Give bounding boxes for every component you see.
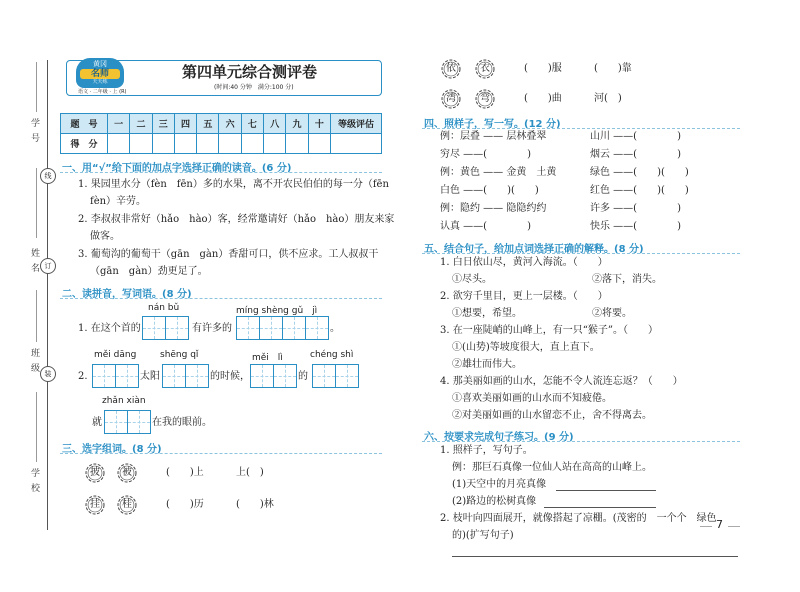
- s4-item: 许多 ——( ): [590, 203, 681, 214]
- s6-line: 1. 照样子，写句子。: [440, 445, 533, 456]
- flower-char: 衣: [480, 63, 490, 74]
- subject-label: 语文 · 二年级 · 上 (R): [78, 89, 127, 95]
- section-divider: [60, 172, 382, 173]
- margin-school-label: 学校: [29, 468, 39, 498]
- s3-answer: ( )林: [236, 499, 274, 510]
- section-1-title: 一、用“√”给下面的加点字选择正确的读音。(6 分): [62, 163, 292, 174]
- s6-line: 的)(扩写句子): [452, 530, 514, 541]
- pinyin-label: zhǎn xiàn: [102, 396, 146, 406]
- margin-seal-circle: 线: [40, 168, 56, 184]
- s5-question: 2. 欲穷千里目，更上一层楼。（ ）: [440, 291, 608, 302]
- s2-text: 太阳: [140, 371, 160, 382]
- score-input-cell[interactable]: [130, 134, 152, 154]
- s4-item: 快乐 ——( ): [590, 221, 681, 232]
- s1-line: 2. 李叔叔非常好（hǎo hào）客，经常邀请好（hǎo hào）朋友来家: [78, 214, 395, 225]
- section-2-title: 二、读拼音，写词语。(8 分): [62, 289, 192, 300]
- writing-grid[interactable]: [250, 364, 297, 388]
- exam-info: (时间:40 分钟 满分:100 分): [214, 84, 294, 91]
- s2-text: 。: [330, 323, 340, 334]
- score-table-score-row: [61, 134, 382, 154]
- pinyin-label: chéng shì: [310, 350, 354, 360]
- s2-text: 的: [298, 371, 308, 382]
- section-divider: [422, 441, 740, 442]
- s5-option: ②雄壮而伟大。: [452, 359, 522, 370]
- flower-badge: [116, 494, 138, 516]
- flower-char: 湾: [446, 93, 456, 104]
- margin-fill-line: [36, 62, 37, 112]
- score-header-cell: 二: [130, 114, 152, 134]
- s4-item: 绿色 ——( )( ): [590, 167, 689, 178]
- s1-line: fèn）辛劳。: [90, 196, 147, 207]
- writing-grid[interactable]: [236, 316, 329, 340]
- s5-option: ①想要，希望。: [452, 308, 522, 319]
- flower-char: 依: [446, 63, 456, 74]
- score-header-cell: 等级评估: [331, 114, 382, 134]
- score-input-cell[interactable]: [308, 134, 330, 154]
- s5-option: ①喜欢美丽如画的山水而不知疲倦。: [452, 393, 612, 404]
- s3-answer: 上( ): [236, 467, 264, 478]
- flower-char: 桂: [122, 499, 132, 510]
- margin-class-label: 班级: [29, 348, 39, 378]
- score-header-cell: 八: [264, 114, 286, 134]
- section-6-title: 六、按要求完成句子练习。(9 分): [424, 432, 574, 443]
- margin-seal-circle: 装: [40, 366, 56, 382]
- answer-line[interactable]: [544, 507, 656, 508]
- margin-fill-line: [36, 168, 37, 238]
- pinyin-label: nán bǔ: [148, 303, 180, 313]
- flower-badge: [84, 494, 106, 516]
- writing-grid[interactable]: [312, 364, 359, 388]
- r-top-answer: ( )曲: [524, 93, 562, 104]
- pinyin-label: shēng qǐ: [160, 350, 199, 360]
- score-header-cell: 四: [174, 114, 196, 134]
- s5-option: ②将要。: [592, 308, 632, 319]
- score-table-header-row: [61, 114, 382, 134]
- answer-line[interactable]: [556, 490, 656, 491]
- s4-item: 红色 ——( )( ): [590, 185, 689, 196]
- score-header-cell: 九: [286, 114, 308, 134]
- score-table: [60, 113, 382, 154]
- score-input-cell[interactable]: [197, 134, 219, 154]
- flower-badge: [440, 58, 462, 80]
- brand-logo: [76, 58, 124, 88]
- writing-grid[interactable]: [104, 410, 151, 434]
- s5-option: ②对美丽如画的山水留恋不止，舍不得离去。: [452, 410, 652, 421]
- r-top-answer: ( )服: [524, 63, 562, 74]
- s6-line: (2)路边的松树真像: [452, 496, 537, 507]
- pinyin-label: měi dāng: [94, 350, 137, 360]
- s4-item: 白色 ——( )( ): [440, 185, 539, 196]
- s5-question: 1. 白日依山尽，黄河入海流。（ ）: [440, 257, 608, 268]
- s6-line: 例：那巨石真像一位仙人站在高高的山峰上。: [452, 462, 652, 473]
- score-input-cell[interactable]: [108, 134, 130, 154]
- flower-char: 挂: [90, 499, 100, 510]
- flower-char: 被: [122, 467, 132, 478]
- score-input-cell[interactable]: [241, 134, 263, 154]
- logo-line-2: 名师: [80, 69, 120, 79]
- page-number-rule: [700, 526, 712, 527]
- page-number-rule: [728, 526, 740, 527]
- score-header-cell: 题 号: [61, 114, 108, 134]
- margin-seal-circle: 订: [40, 258, 56, 274]
- score-input-cell[interactable]: [331, 134, 382, 154]
- score-input-cell[interactable]: [264, 134, 286, 154]
- s4-item: 穷尽 ——( ): [440, 149, 531, 160]
- score-header-cell: 七: [241, 114, 263, 134]
- s2-text: 在我的眼前。: [152, 417, 212, 428]
- section-divider: [422, 253, 740, 254]
- s3-answer: ( )历: [166, 499, 204, 510]
- score-header-cell: 六: [219, 114, 241, 134]
- score-input-cell[interactable]: [174, 134, 196, 154]
- s6-line: 2. 枝叶向四面展开，就像搭起了凉棚。(茂密的 一个个 绿色: [440, 513, 717, 524]
- score-header-cell: 一: [108, 114, 130, 134]
- writing-grid[interactable]: [92, 364, 139, 388]
- s2-text: 有许多的: [192, 323, 232, 334]
- s1-line: 3. 葡萄沟的葡萄干（gān gàn）香甜可口，供不应求。工人叔叔干: [78, 249, 379, 260]
- s4-item: 例：层叠 —— 层林叠翠: [440, 131, 547, 142]
- s4-item: 认真 ——( ): [440, 221, 531, 232]
- logo-line-1: 黄冈: [93, 60, 107, 68]
- s6-line: (1)天空中的月亮真像: [452, 479, 547, 490]
- s1-line: 1. 果园里水分（fèn fēn）多的水果，离不开农民伯伯的每一分（fēn: [78, 179, 389, 190]
- r-top-answer: 河( ): [594, 93, 622, 104]
- s5-question: 3. 在一座陡峭的山峰上，有一只“猴子”。（ ）: [440, 325, 658, 336]
- flower-badge: [474, 88, 496, 110]
- s2-text: 2.: [78, 371, 88, 382]
- score-header-cell: 三: [152, 114, 174, 134]
- writing-grid[interactable]: [142, 316, 189, 340]
- section-3-title: 三、选字组词。(8 分): [62, 444, 162, 455]
- flower-badge: [474, 58, 496, 80]
- margin-name-label: 姓名: [29, 248, 39, 278]
- flower-badge: [440, 88, 462, 110]
- writing-grid[interactable]: [162, 364, 209, 388]
- s2-text: 就: [92, 417, 102, 428]
- score-header-cell: 五: [197, 114, 219, 134]
- s5-option: ②落下，消失。: [592, 274, 662, 285]
- s4-item: 例：隐约 —— 隐隐约约: [440, 203, 547, 214]
- s5-option: ①(山势)等坡度很大，直上直下。: [452, 342, 600, 353]
- score-header-cell: 十: [308, 114, 330, 134]
- s2-text: 的时候，: [210, 371, 250, 382]
- answer-line[interactable]: [452, 556, 738, 557]
- s4-item: 烟云 ——( ): [590, 149, 681, 160]
- page-title: 第四单元综合测评卷: [182, 63, 318, 81]
- score-input-cell[interactable]: [152, 134, 174, 154]
- section-4-title: 四、照样子，写一写。(12 分): [424, 119, 561, 130]
- flower-badge: [116, 462, 138, 484]
- section-divider: [60, 453, 382, 454]
- s1-line: 做客。: [90, 231, 120, 242]
- margin-binding-line: [47, 60, 48, 530]
- pinyin-label: měi lì: [252, 353, 283, 363]
- flower-char: 弯: [480, 93, 490, 104]
- score-row-label: 得 分: [61, 134, 108, 154]
- section-divider: [422, 128, 740, 129]
- s4-item: 山川 ——( ): [590, 131, 681, 142]
- s3-answer: ( )上: [166, 467, 204, 478]
- page-number: 7: [716, 518, 723, 531]
- s4-item: 例：黄色 —— 金黄 土黄: [440, 167, 557, 178]
- flower-badge: [84, 462, 106, 484]
- r-top-answer: ( )靠: [594, 63, 632, 74]
- flower-char: 披: [90, 467, 100, 478]
- section-5-title: 五、结合句子，给加点词选择正确的解释。(8 分): [424, 244, 644, 255]
- s5-question: 4. 那美丽如画的山水，怎能不令人流连忘返？（ ）: [440, 376, 683, 387]
- s1-line: （gān gàn）劲更足了。: [90, 266, 208, 277]
- margin-fill-line: [36, 290, 37, 342]
- pinyin-label: míng shèng gǔ jì: [236, 306, 318, 316]
- margin-student-number-label: 学号: [29, 118, 39, 148]
- section-divider: [60, 298, 382, 299]
- score-input-cell[interactable]: [219, 134, 241, 154]
- score-input-cell[interactable]: [286, 134, 308, 154]
- s2-text: 1. 在这个首的: [78, 323, 141, 334]
- margin-fill-line: [36, 392, 37, 462]
- s5-option: ①尽头。: [452, 274, 492, 285]
- logo-line-3: 天天练: [92, 79, 108, 85]
